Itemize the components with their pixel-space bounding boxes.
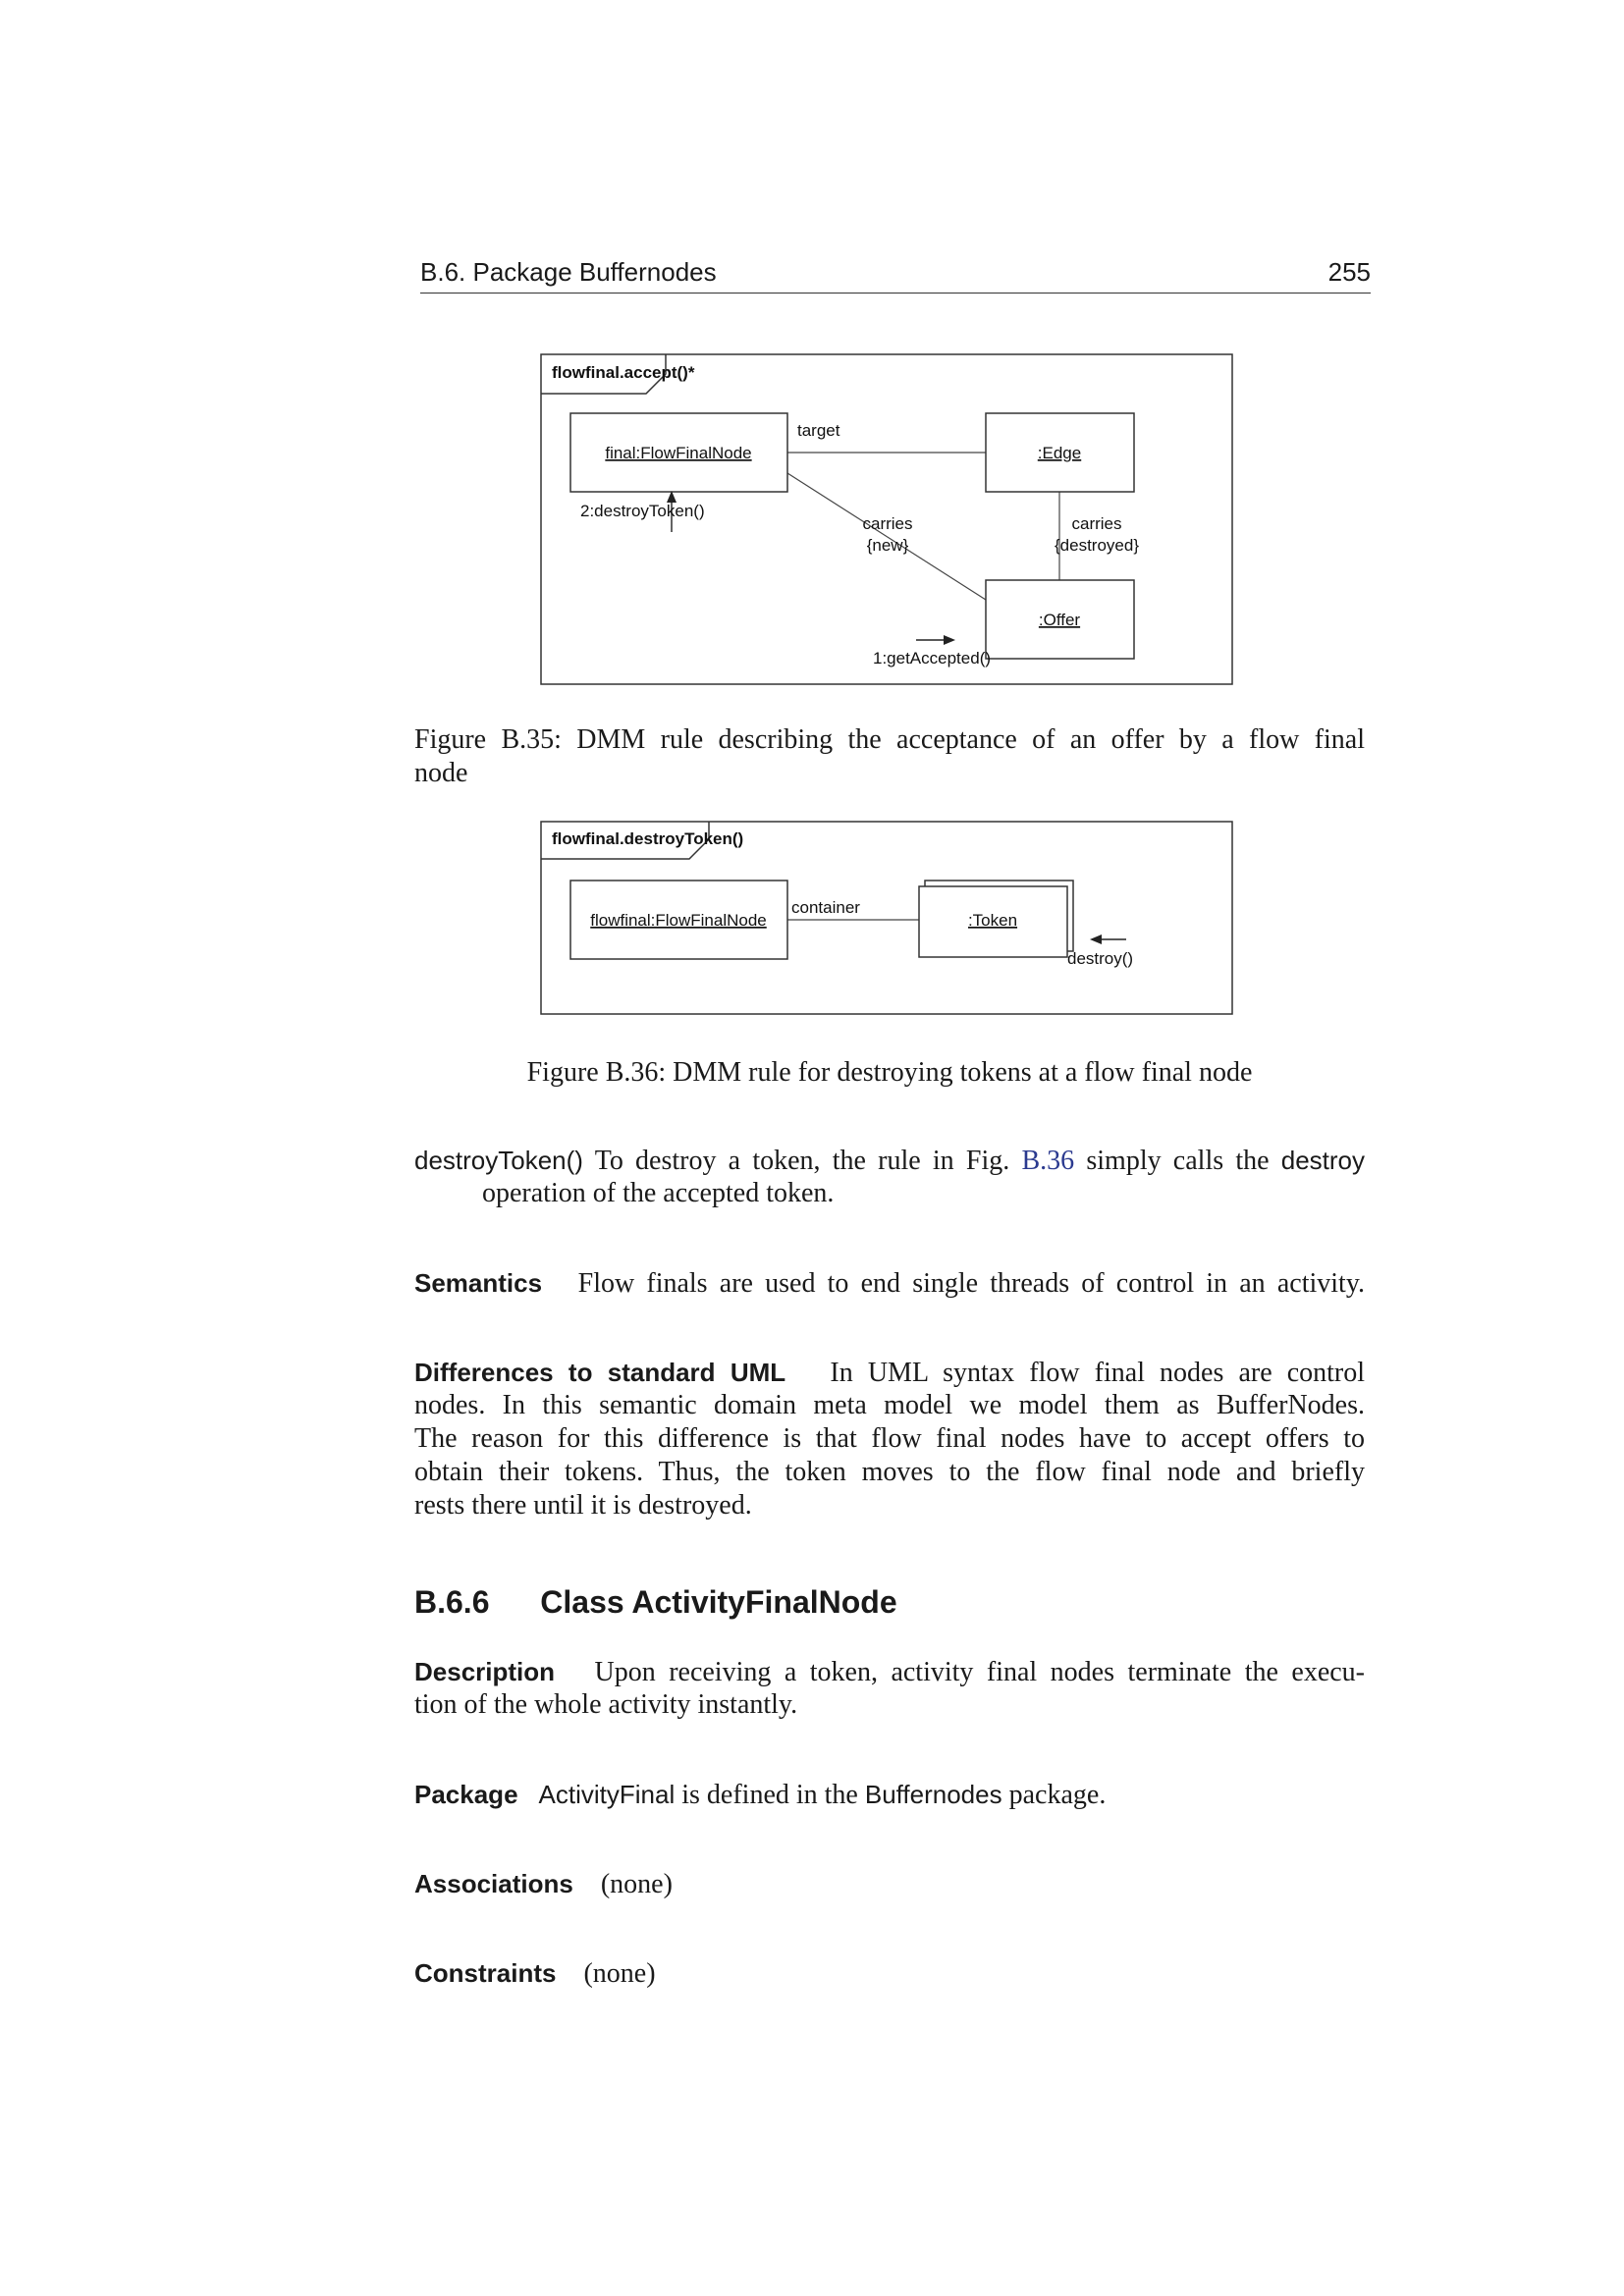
constraints-value: (none) [583,1958,656,1989]
figure-b36 [540,821,1237,1019]
destroy-op-name: destroy [1280,1146,1366,1175]
description-line1 [414,1655,1365,1689]
semantics-text: Flow finals are used to end single threads of control in an activity. [577,1268,1365,1299]
package-heading: Package [414,1780,518,1809]
b35-label-target: target [797,421,840,440]
differences-line4: obtain their tokens. Thus, the token moves to the flow final node and briefly [414,1457,1365,1487]
b35-label-destroyed: {destroyed} [1054,536,1140,555]
b35-node-offer-label: :Offer [1038,611,1081,629]
differences-text1: In UML syntax flow final nodes are control [830,1358,1366,1388]
b36-node-token-label: :Token [967,911,1018,930]
semantics-heading: Semantics [414,1268,543,1298]
b35-label-carries-new: carries [862,514,913,533]
b35-frame-title: flowfinal.accept()* [552,363,695,382]
description-heading: Description [414,1657,556,1686]
constraints-paragraph [414,1956,656,1991]
b35-node-edge-label: :Edge [1037,444,1082,462]
section-title: Class ActivityFinalNode [540,1584,897,1620]
b35-msg-destroy: 2:destroyToken() [580,502,705,520]
package-text-a: is defined in the [681,1780,858,1810]
description-text1: Upon receiving a token, activity final nodes terminate the execu- [594,1657,1365,1687]
package-paragraph [414,1778,1106,1812]
associations-value: (none) [600,1869,673,1899]
destroy-token-term: destroyToken() [414,1146,583,1175]
b35-label-carries-destroyed: carries [1071,514,1122,533]
figure-b36-diagram [540,821,1237,1019]
b36-msg-destroy-arrowhead [1090,934,1102,944]
package-text-b: package. [1008,1780,1107,1810]
package-name: Buffernodes [864,1780,1002,1809]
page-number: 255 [1327,257,1371,287]
b35-node-final-label: final:FlowFinalNode [605,444,752,462]
figure-b35 [540,353,1237,687]
section-number: B.6.6 [414,1584,490,1620]
destroy-token-line2: operation of the accepted token. [482,1178,835,1208]
differences-line3: The reason for this difference is that flow final nodes have to accept offers to [414,1423,1365,1454]
associations-heading: Associations [414,1869,573,1898]
b35-msg-accept: 1:getAccepted() [873,649,992,667]
differences-line5: rests there until it is destroyed. [414,1490,752,1521]
section-heading [414,1584,897,1621]
b36-node-final-label: flowfinal:FlowFinalNode [590,911,767,930]
description-line2: tion of the whole activity instantly. [414,1689,798,1720]
b35-label-new: {new} [866,536,909,555]
figure-b35-caption-line2: node [414,758,468,788]
b36-msg-destroy: destroy() [1067,949,1134,968]
associations-paragraph [414,1867,673,1901]
figure-b36-link[interactable]: B.36 [1021,1146,1075,1176]
b35-msg-accept-arrowhead [944,635,955,645]
header-rule [420,293,1371,294]
figure-b36-caption: Figure B.36: DMM rule for destroying tokens at a flow final node [526,1057,1253,1088]
destroy-token-text-b: simply calls the [1086,1146,1270,1176]
figure-b35-diagram [540,353,1237,687]
destroy-token-line1 [414,1144,1365,1178]
figure-b35-caption-line1: Figure B.35: DMM rule describing the acceptance of an offer by a flow final [414,724,1365,755]
running-header-section: B.6. Package Buffernodes [420,257,717,287]
constraints-heading: Constraints [414,1958,557,1988]
differences-line2: nodes. In this semantic domain meta model we model them as BufferNodes. [414,1390,1365,1420]
semantics-paragraph [414,1266,1365,1301]
differences-line1 [414,1356,1365,1390]
b36-frame-title: flowfinal.destroyToken() [552,829,744,848]
differences-heading: Differences to standard UML [414,1358,786,1387]
destroy-token-text-a: To destroy a token, the rule in Fig. [594,1146,1010,1176]
package-class-name: ActivityFinal [538,1780,676,1809]
b36-label-container: container [791,898,860,917]
